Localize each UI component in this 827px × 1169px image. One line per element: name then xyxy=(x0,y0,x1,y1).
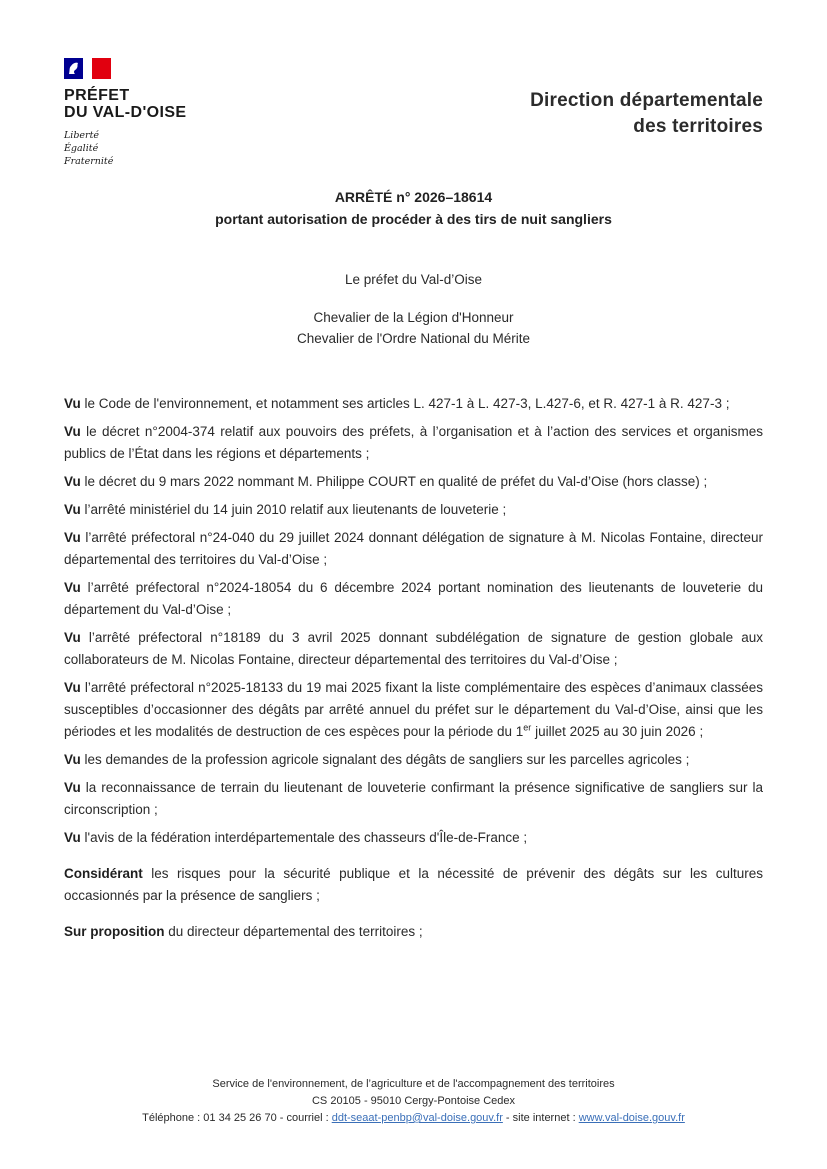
paragraph-text: les demandes de la profession agricole signalant des dégâts de sangliers sur les parcelles agricoles ; xyxy=(80,752,690,767)
paragraph-lead-word: Vu xyxy=(64,474,81,489)
paragraph-lead-word: Vu xyxy=(64,680,81,695)
paragraph-text: le décret n°2004-374 relatif aux pouvoirs des préfets, à l’organisation et à l’action des services et organismes publics de l’État dans les régions et départements ; xyxy=(64,424,763,461)
arrete-number: ARRÊTÉ n° 2026–18614 xyxy=(334,189,493,205)
body-paragraph xyxy=(64,863,763,907)
paragraph-lead-word: Vu xyxy=(64,530,81,545)
flag-white-stripe xyxy=(83,58,92,79)
body-paragraph xyxy=(64,527,763,571)
motto-fraternite: Fraternité xyxy=(64,156,114,167)
document-title xyxy=(64,186,763,230)
paragraph-text: l’arrêté préfectoral n°18189 du 3 avril 2025 donnant subdélégation de signature de gestion globale aux collaborateurs de M. Nicolas Fontaine, directeur départemental des territoires du Val-d’Oise ; xyxy=(64,630,763,667)
paragraph-text: le Code de l'environnement, et notamment ses articles L. 427-1 à L. 427-3, L.427-6, et R. 427-1 à R. 427-3 ; xyxy=(80,396,730,411)
document-body xyxy=(64,393,763,943)
body-paragraph xyxy=(64,827,763,849)
paragraph-text: les risques pour la sécurité publique et la nécessité de prévenir des dégâts sur les cultures occasionnés par la présence de sangliers ; xyxy=(64,866,763,903)
body-paragraph xyxy=(64,471,763,493)
prefet-logo-line1: PRÉFET xyxy=(64,87,130,104)
paragraph-lead-word: Vu xyxy=(64,780,81,795)
paragraph-text: la reconnaissance de terrain du lieutenant de louveterie confirmant la présence significative de sangliers sur la circonscription ; xyxy=(64,780,763,817)
motto-liberte: Liberté xyxy=(64,130,100,141)
paragraph-lead-word: Vu xyxy=(64,630,81,645)
phone-label: Téléphone : xyxy=(142,1112,204,1124)
paragraph-text: juillet 2025 au 30 juin 2026 ; xyxy=(531,724,704,739)
paragraph-lead-word: Vu xyxy=(64,502,81,517)
footer-service-line: Service de l'environnement, de l’agriculture et de l'accompagnement des territoires xyxy=(212,1078,615,1090)
body-paragraph xyxy=(64,921,763,943)
paragraph-lead-word: Vu xyxy=(64,752,81,767)
paragraph-lead-word: Vu xyxy=(64,830,81,845)
email-label: - courriel : xyxy=(276,1112,332,1124)
document-footer xyxy=(0,1076,827,1127)
document-header xyxy=(64,0,763,168)
republic-motto xyxy=(64,129,264,168)
body-paragraph xyxy=(64,421,763,465)
body-paragraph xyxy=(64,499,763,521)
authority-honors xyxy=(64,307,763,349)
phone-number: 01 34 25 26 70 xyxy=(203,1112,277,1124)
flag-red-stripe xyxy=(92,58,111,79)
site-label: - site internet : xyxy=(502,1112,579,1124)
prefet-logo xyxy=(64,58,264,168)
paragraph-lead-word: Vu xyxy=(64,396,81,411)
paragraph-lead-word: Vu xyxy=(64,424,81,439)
arrete-subject: portant autorisation de procéder à des tirs de nuit sangliers xyxy=(215,211,612,227)
footer-contact-line xyxy=(0,1110,827,1127)
marianne-silhouette-icon xyxy=(66,60,81,77)
honor-line: Chevalier de la Légion d'Honneur xyxy=(313,310,514,325)
honor-line: Chevalier de l'Ordre National du Mérite xyxy=(297,331,530,346)
body-paragraph xyxy=(64,627,763,671)
paragraph-text: du directeur départemental des territoires ; xyxy=(164,924,423,939)
prefet-logo-line2: DU VAL-D'OISE xyxy=(64,104,187,121)
paragraph-text: l’arrêté préfectoral n°2024-18054 du 6 décembre 2024 portant nomination des lieutenants de louveterie du département du Val-d’Oise ; xyxy=(64,580,763,617)
body-paragraph xyxy=(64,393,763,415)
paragraph-text: l’arrêté préfectoral n°24-040 du 29 juillet 2024 donnant délégation de signature à M. Nicolas Fontaine, directeur départemental des territoires du Val-d’Oise ; xyxy=(64,530,763,567)
paragraph-lead-word: Sur proposition xyxy=(64,924,165,939)
paragraph-lead-word: Vu xyxy=(64,580,81,595)
paragraph-text: l’arrêté ministériel du 14 juin 2010 relatif aux lieutenants de louveterie ; xyxy=(80,502,507,517)
body-paragraph xyxy=(64,777,763,821)
body-paragraph xyxy=(64,577,763,621)
paragraph-text: le décret du 9 mars 2022 nommant M. Philippe COURT en qualité de préfet du Val-d’Oise (hors classe) ; xyxy=(80,474,708,489)
body-paragraph xyxy=(64,677,763,743)
motto-egalite: Égalité xyxy=(64,143,99,154)
paragraph-text: l'avis de la fédération interdépartementale des chasseurs d'Île-de-France ; xyxy=(80,830,528,845)
issuing-authority: Le préfet du Val-d’Oise xyxy=(344,272,483,287)
website-link[interactable]: www.val-doise.gouv.fr xyxy=(578,1112,685,1124)
body-paragraph xyxy=(64,749,763,771)
footer-address-line: CS 20105 - 95010 Cergy-Pontoise Cedex xyxy=(311,1095,515,1107)
french-flag-icon xyxy=(64,58,111,79)
paragraph-text: l’arrêté préfectoral n°2025-18133 du 19 mai 2025 fixant la liste complémentaire des espèces d’animaux classées susceptibles d’occasionner des dégâts par arrêté annuel du préfet sur le département du Val-d’Oise, ainsi que les périodes et les modalités de destruction de ces espèces pour la période du 1 xyxy=(64,680,763,739)
ordinal-superscript: er xyxy=(523,722,532,733)
service-name-line2: des territoires xyxy=(633,116,763,137)
paragraph-lead-word: Considérant xyxy=(64,866,143,881)
preamble xyxy=(64,272,763,349)
email-link[interactable]: ddt-seaat-penbp@val-doise.gouv.fr xyxy=(331,1112,503,1124)
service-name-line1: Direction départementale xyxy=(530,90,763,111)
service-name xyxy=(530,88,763,140)
flag-blue-stripe xyxy=(64,58,83,79)
